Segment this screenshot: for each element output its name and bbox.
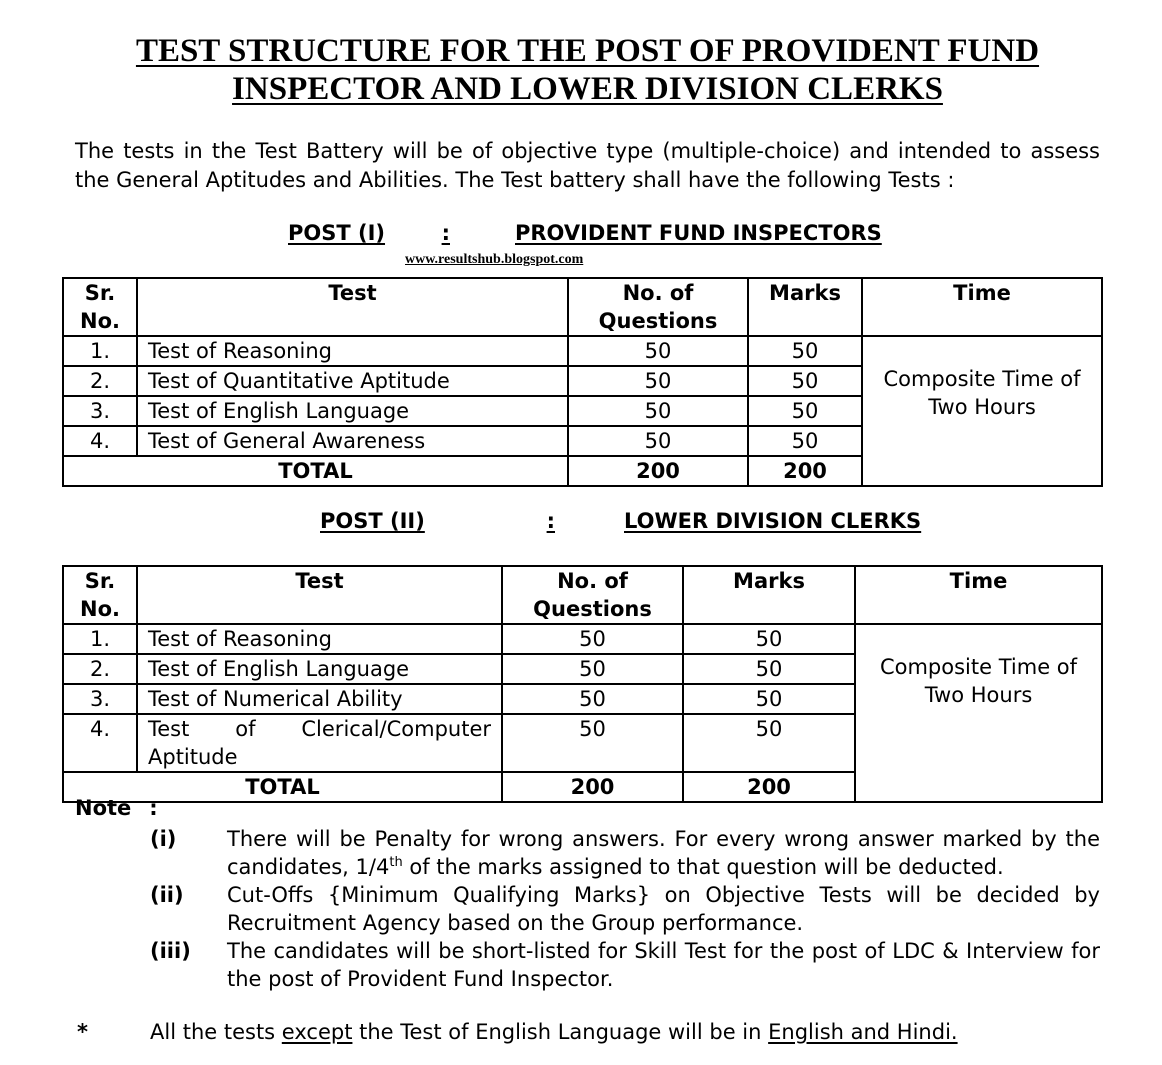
post1-header-row — [63, 278, 1102, 336]
note-number: (i) — [150, 827, 177, 851]
sr-cell: 4. — [63, 714, 137, 772]
questions-cell: 50 — [568, 366, 748, 396]
post1-colon: : — [441, 221, 450, 245]
questions-cell: 50 — [502, 654, 683, 684]
header-test: Test — [137, 278, 568, 336]
note-item — [150, 937, 1100, 993]
note-label: Note : — [75, 796, 158, 820]
test-cell: Test of General Awareness — [137, 426, 568, 456]
questions-cell: 50 — [502, 624, 683, 654]
marks-cell: 50 — [683, 624, 855, 654]
header-marks: Marks — [683, 566, 855, 624]
post2-label: POST (II) — [320, 509, 425, 533]
note-item — [150, 825, 1100, 881]
questions-cell: 50 — [568, 426, 748, 456]
marks-cell: 50 — [683, 654, 855, 684]
questions-cell: 50 — [568, 336, 748, 366]
total-label: TOTAL — [63, 456, 568, 486]
post2-colon: : — [546, 509, 555, 533]
marks-cell: 50 — [748, 366, 862, 396]
note-number: (iii) — [150, 939, 191, 963]
table-row — [63, 624, 1102, 654]
test-cell: Test of Reasoning — [137, 336, 568, 366]
marks-cell: 50 — [683, 714, 855, 772]
header-marks: Marks — [748, 278, 862, 336]
header-sr: Sr. No. — [63, 566, 137, 624]
sr-cell: 1. — [63, 624, 137, 654]
note-text: There will be Penalty for wrong answers. For every wrong answer marked by the candidates, 1/4th of the marks assigned to that question will be deducted. — [227, 827, 1100, 879]
questions-cell: 50 — [502, 684, 683, 714]
header-time: Time — [855, 566, 1102, 624]
header-test: Test — [137, 566, 502, 624]
watermark-link[interactable]: www.resultshub.blogspot.com — [405, 252, 584, 267]
post2-name: LOWER DIVISION CLERKS — [624, 509, 922, 533]
header-questions: No. of Questions — [502, 566, 683, 624]
post1-name: PROVIDENT FUND INSPECTORS — [515, 221, 882, 245]
page-title-line1: TEST STRUCTURE FOR THE POST OF PROVIDENT FUND — [135, 33, 1040, 69]
page-title-line2: INSPECTOR AND LOWER DIVISION CLERKS — [232, 71, 943, 107]
table-row — [63, 336, 1102, 366]
test-cell: Test of Numerical Ability — [137, 684, 502, 714]
test-cell: Test of English Language — [137, 654, 502, 684]
header-questions: No. of Questions — [568, 278, 748, 336]
marks-cell: 50 — [748, 336, 862, 366]
note-text: Cut-Offs {Minimum Qualifying Marks} on Objective Tests will be decided by Recruitment Agency based on the Group performance. — [227, 883, 1100, 935]
post2-header-row — [63, 566, 1102, 624]
post1-table — [62, 277, 1103, 487]
questions-cell: 50 — [502, 714, 683, 772]
sr-cell: 2. — [63, 366, 137, 396]
header-time: Time — [862, 278, 1102, 336]
test-cell: Test of Clerical/Computer Aptitude — [137, 714, 502, 772]
sr-cell: 2. — [63, 654, 137, 684]
test-cell: Test of Reasoning — [137, 624, 502, 654]
post2-table — [62, 565, 1103, 803]
marks-cell: 50 — [683, 684, 855, 714]
sr-cell: 1. — [63, 336, 137, 366]
sr-cell: 4. — [63, 426, 137, 456]
intro-paragraph: The tests in the Test Battery will be of objective type (multiple-choice) and intended to assess the General Aptitudes and Abilities. The Test battery shall have the following Tests : — [75, 139, 1100, 192]
footnote-asterisk: * — [77, 1020, 88, 1044]
header-sr: Sr. No. — [63, 278, 137, 336]
time-cell: Composite Time of Two Hours — [855, 624, 1102, 802]
marks-cell: 50 — [748, 396, 862, 426]
test-cell: Test of English Language — [137, 396, 568, 426]
questions-cell: 50 — [568, 396, 748, 426]
sr-cell: 3. — [63, 396, 137, 426]
sr-cell: 3. — [63, 684, 137, 714]
total-marks: 200 — [683, 772, 855, 802]
test-cell: Test of Quantitative Aptitude — [137, 366, 568, 396]
footnote-text: All the tests except the Test of English Language will be in English and Hindi. — [150, 1020, 958, 1044]
note-text: The candidates will be short-listed for Skill Test for the post of LDC & Interview for the post of Provident Fund Inspector. — [227, 939, 1100, 991]
marks-cell: 50 — [748, 426, 862, 456]
total-questions: 200 — [568, 456, 748, 486]
note-item — [150, 881, 1100, 937]
total-label: TOTAL — [63, 772, 502, 802]
time-cell: Composite Time of Two Hours — [862, 336, 1102, 486]
total-marks: 200 — [748, 456, 862, 486]
note-number: (ii) — [150, 883, 184, 907]
total-questions: 200 — [502, 772, 683, 802]
post1-label: POST (I) — [288, 221, 386, 245]
